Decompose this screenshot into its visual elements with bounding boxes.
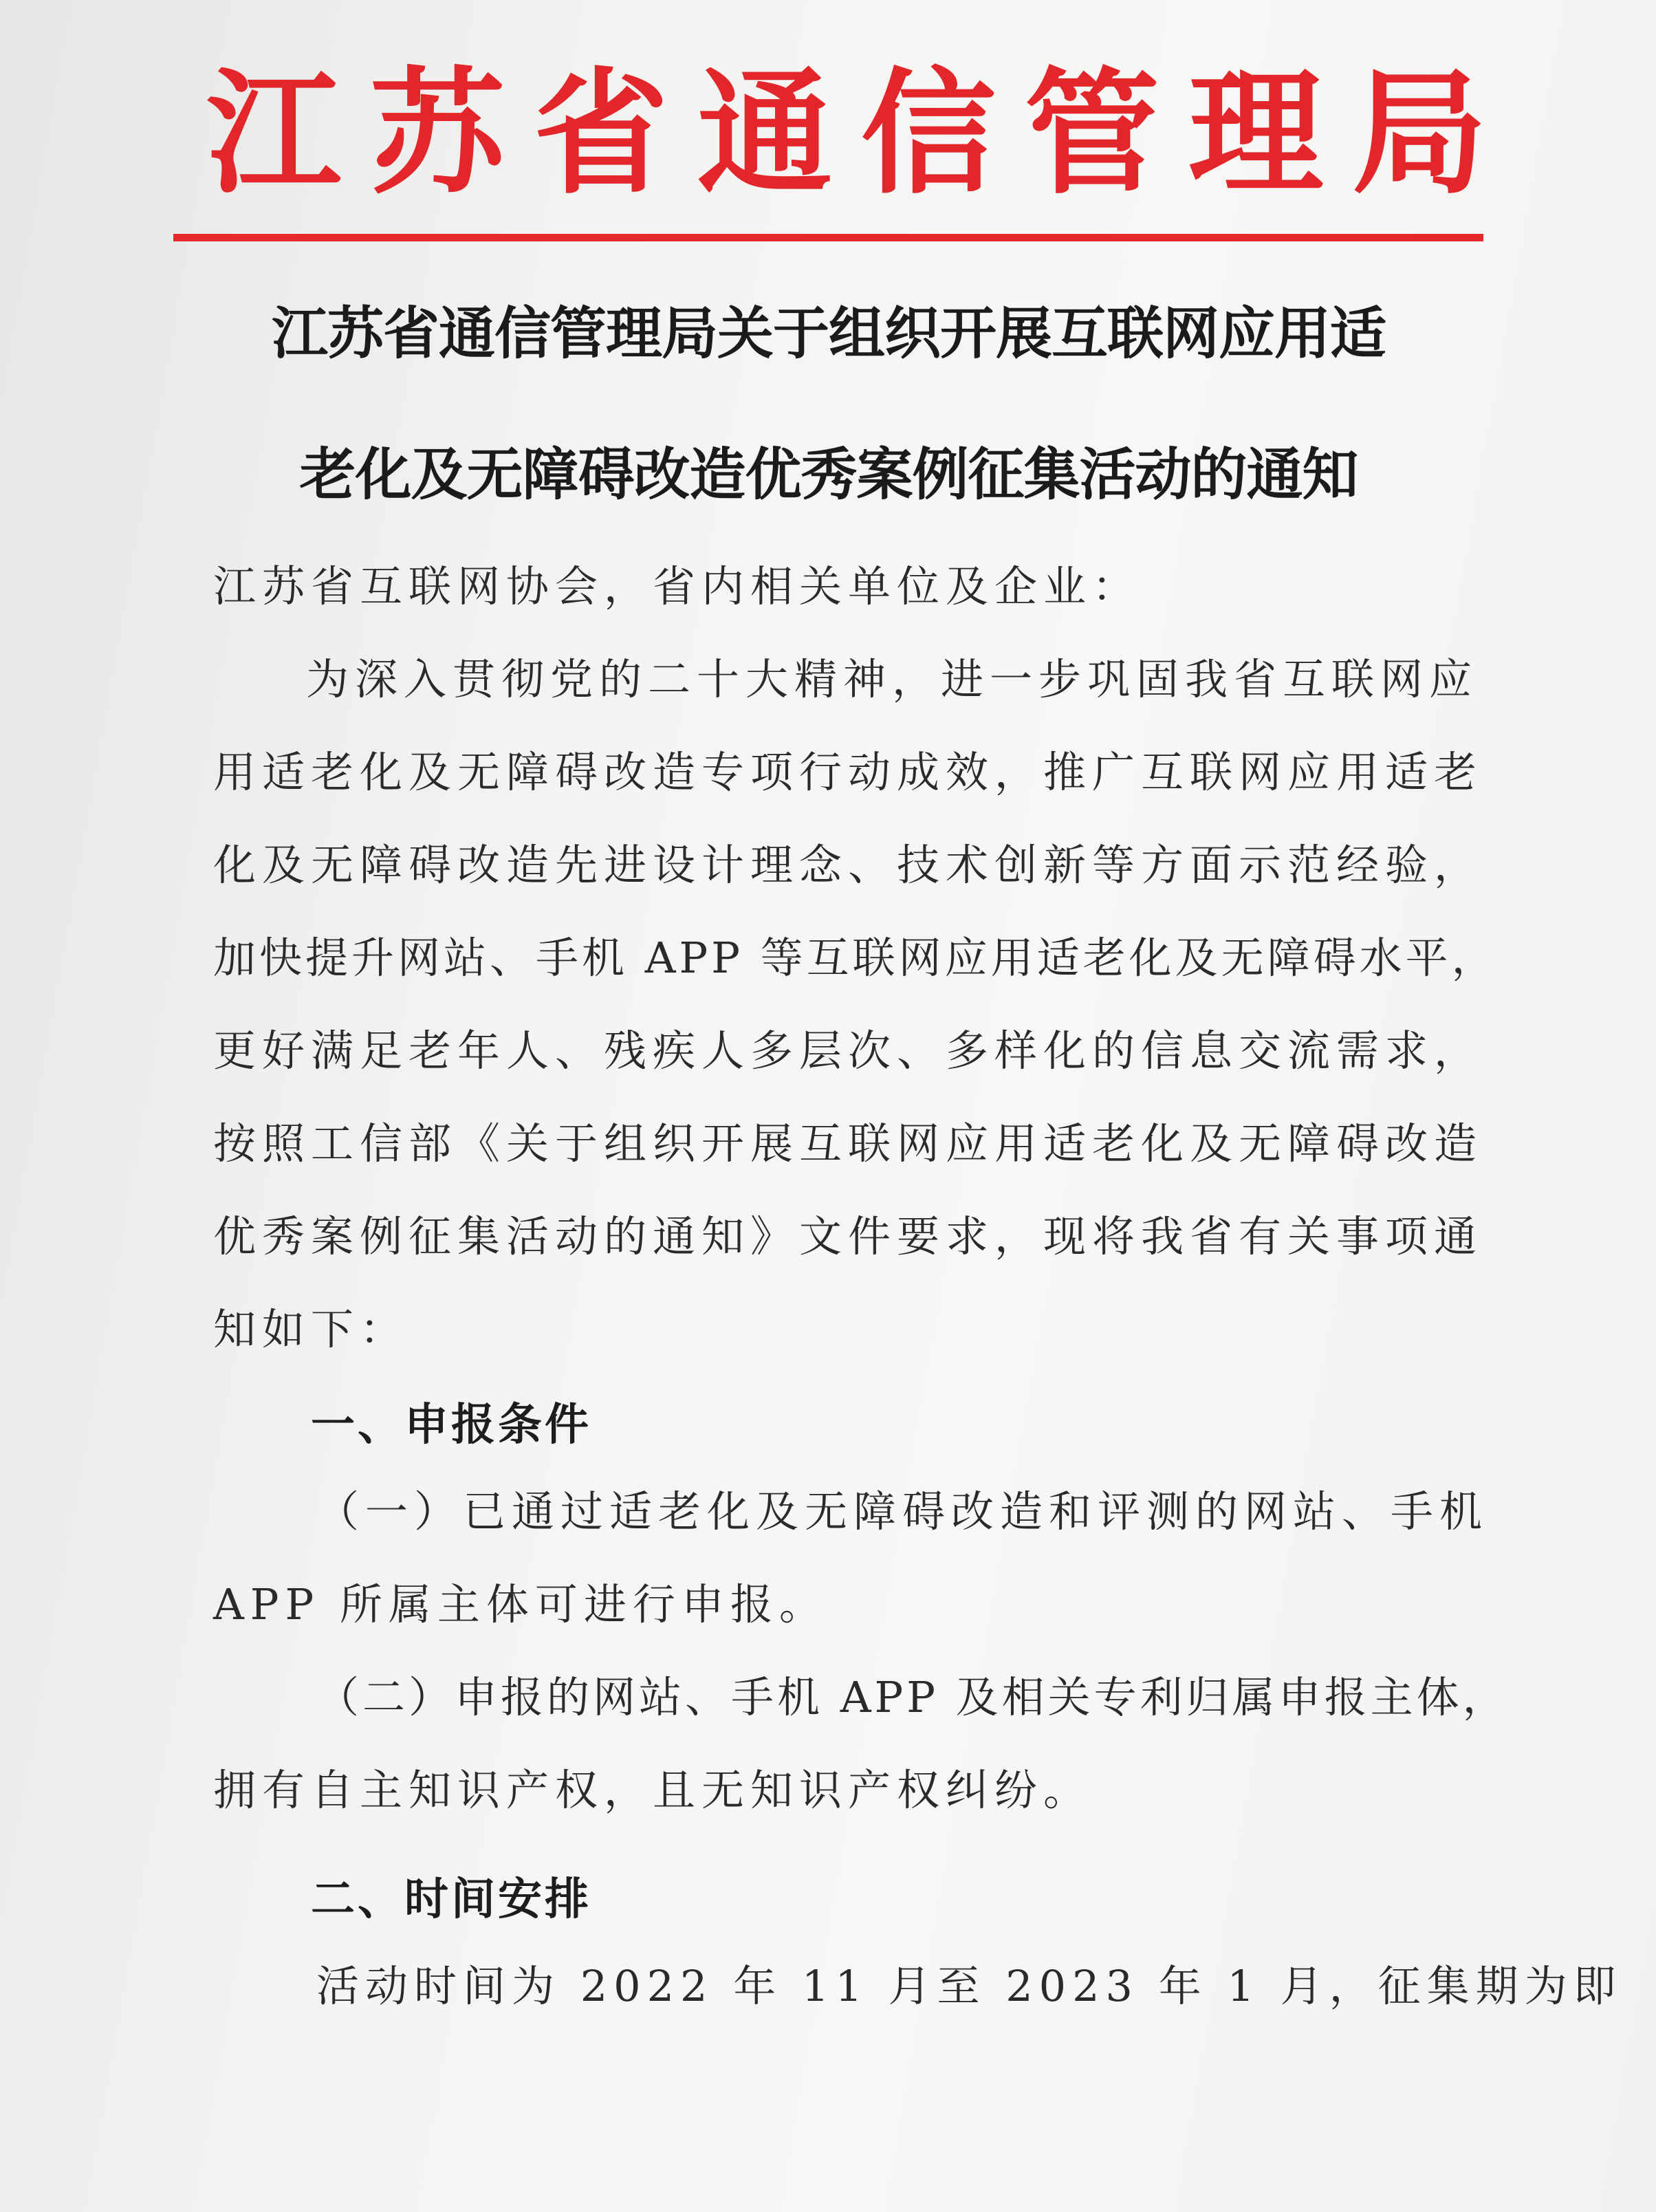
masthead-title: 江苏省通信管理局 xyxy=(206,56,1516,213)
condition-1-line-1: （一）已通过适老化及无障碍改造和评测的网站、手机 xyxy=(316,1486,1489,1537)
intro-line-8: 知如下： xyxy=(213,1304,409,1354)
section-heading-schedule: 二、时间安排 xyxy=(311,1874,591,1925)
intro-line-7: 优秀案例征集活动的通知》文件要求，现将我省有关事项通 xyxy=(213,1211,1483,1261)
condition-2-line-2: 拥有自主知识产权，且无知识产权纠纷。 xyxy=(213,1765,1093,1815)
intro-line-1: 为深入贯彻党的二十大精神，进一步巩固我省互联网应 xyxy=(306,654,1479,704)
schedule-line-1: 活动时间为 2022 年 11 月至 2023 年 1 月，征集期为即 xyxy=(316,1961,1622,2011)
condition-2-line-1: （二）申报的网站、手机 APP 及相关专利归属申报主体， xyxy=(316,1672,1509,1722)
salutation: 江苏省互联网协会，省内相关单位及企业： xyxy=(213,561,1142,611)
intro-line-2: 用适老化及无障碍改造专项行动成效，推广互联网应用适老 xyxy=(213,747,1483,797)
intro-line-4: 加快提升网站、手机 APP 等互联网应用适老化及无障碍水平， xyxy=(213,933,1498,983)
document-title-line-2: 老化及无障碍改造优秀案例征集活动的通知 xyxy=(299,442,1358,508)
intro-line-5: 更好满足老年人、残疾人多层次、多样化的信息交流需求， xyxy=(213,1026,1483,1076)
condition-1-line-2: APP 所属主体可进行申报。 xyxy=(213,1579,828,1629)
intro-line-6: 按照工信部《关于组织开展互联网应用适老化及无障碍改造 xyxy=(213,1118,1483,1169)
document-title-line-1: 江苏省通信管理局关于组织开展互联网应用适 xyxy=(271,301,1386,367)
intro-line-3: 化及无障碍改造先进设计理念、技术创新等方面示范经验， xyxy=(213,840,1483,890)
red-divider-rule xyxy=(173,234,1483,241)
section-heading-conditions: 一、申报条件 xyxy=(311,1400,591,1451)
